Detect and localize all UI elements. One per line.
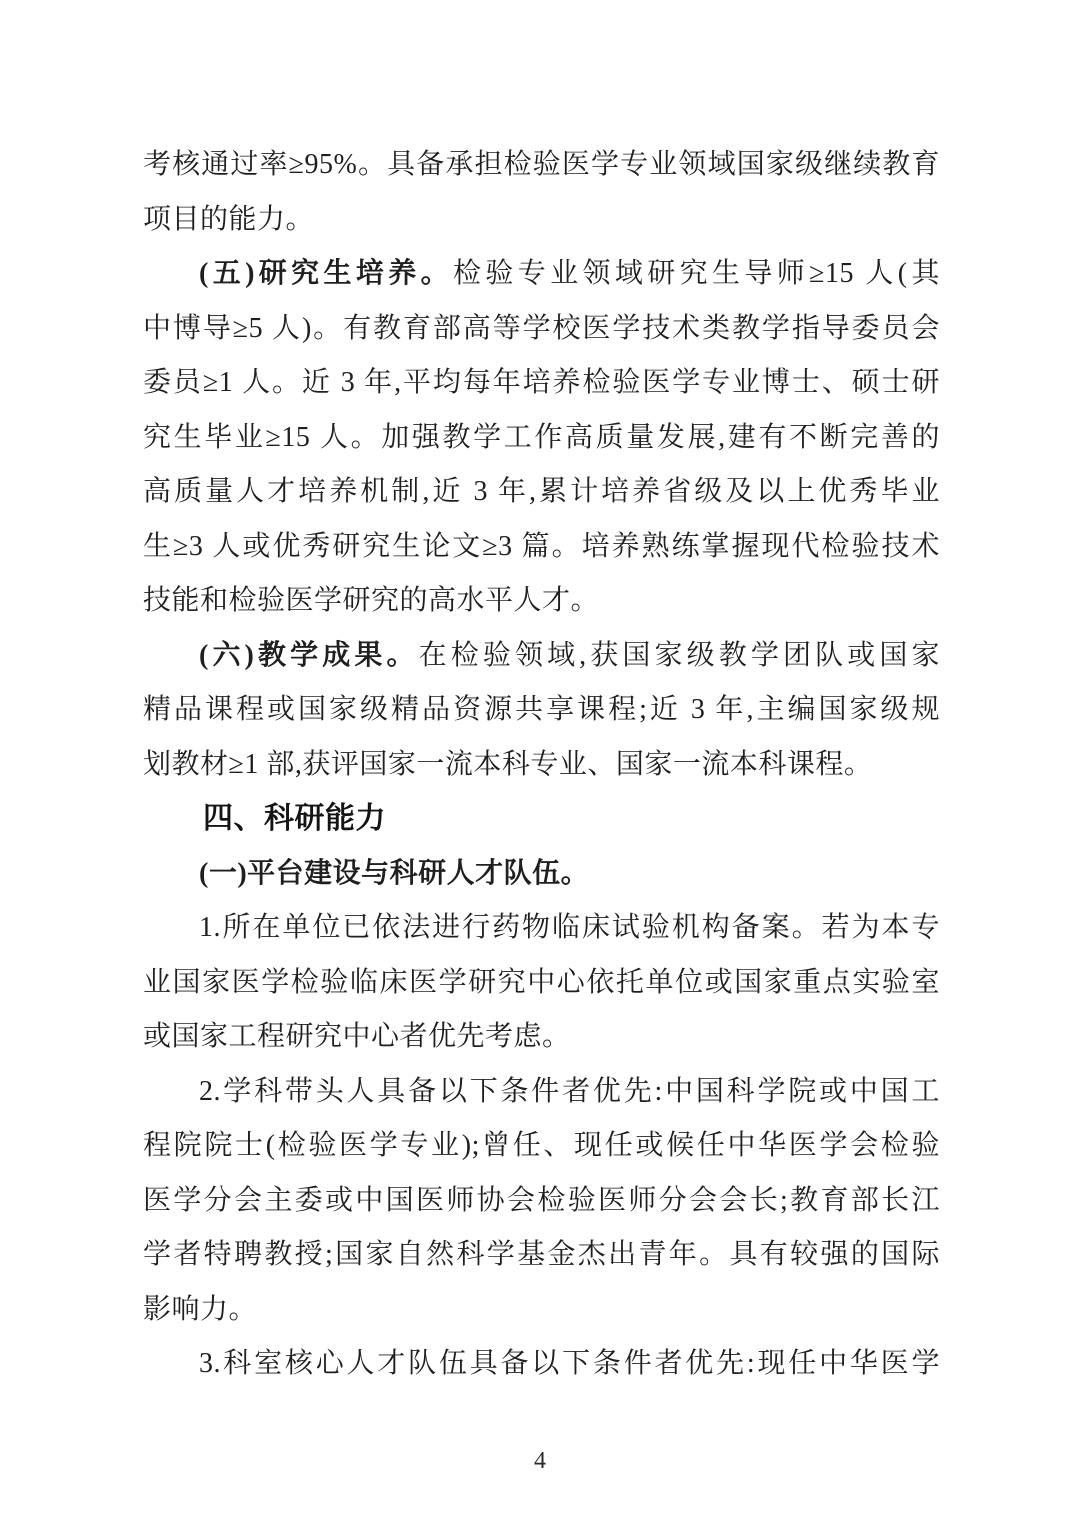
doc-line: 中博导≥5 人)。有教育部高等学校医学技术类教学指导委员会 [143,312,940,344]
doc-line: 究生毕业≥15 人。加强教学工作高质量发展,建有不断完善的 [143,421,940,453]
doc-line: 或国家工程研究中心者优先考虑。 [143,1021,571,1052]
doc-line: 生≥3 人或优秀研究生论文≥3 篇。培养熟练掌握现代检验技术 [143,530,940,562]
doc-line: 2.学科带头人具备以下条件者优先:中国科学院或中国工 [199,1075,940,1107]
doc-line: 项目的能力。 [143,203,315,235]
doc-line-subheading-6 [143,629,940,684]
doc-line: 学者特聘教授;国家自然科学基金杰出青年。具有较强的国际 [143,1239,940,1270]
subheading-lead: (六)教学成果。 [199,639,419,671]
doc-line: 委员≥1 人。近 3 年,平均每年培养检验医学专业博士、硕士研 [143,367,940,398]
doc-line: 程院院士(检验医学专业);曾任、现任或候任中华医学会检验 [143,1130,940,1161]
doc-line: 精品课程或国家级精品资源共享课程;近 3 年,主编国家级规 [143,694,940,725]
subsection-heading: (一)平台建设与科研人才队伍。 [199,857,590,889]
doc-line: 划教材≥1 部,获评国家一流本科专业、国家一流本科课程。 [143,748,873,780]
doc-line-text: 检验专业领域研究生导师≥15 人(其 [453,258,940,289]
document-body [143,138,940,1392]
doc-line: 业国家医学检验临床医学研究中心依托单位或国家重点实验室 [143,966,940,998]
doc-line: 考核通过率≥95%。具备承担检验医学专业领域国家级继续教育 [143,149,940,180]
section-heading: 四、科研能力 [203,802,386,835]
doc-line: 1.所在单位已依法进行药物临床试验机构备案。若为本专 [199,912,940,943]
subheading-lead: (五)研究生培养。 [199,258,454,289]
doc-line: 高质量人才培养机制,近 3 年,累计培养省级及以上优秀毕业 [143,476,940,507]
doc-line: 3.科室核心人才队伍具备以下条件者优先:现任中华医学 [199,1348,940,1379]
page-number: 4 [534,1448,546,1474]
doc-line: 影响力。 [143,1293,258,1325]
doc-line-subheading-5 [143,247,940,302]
doc-line-text: 在检验领域,获国家级教学团队或国家 [418,639,940,671]
doc-line: 技能和检验医学研究的高水平人才。 [143,585,600,616]
doc-line: 医学分会主委或中国医师协会检验医师分会会长;教育部长江 [143,1184,940,1216]
